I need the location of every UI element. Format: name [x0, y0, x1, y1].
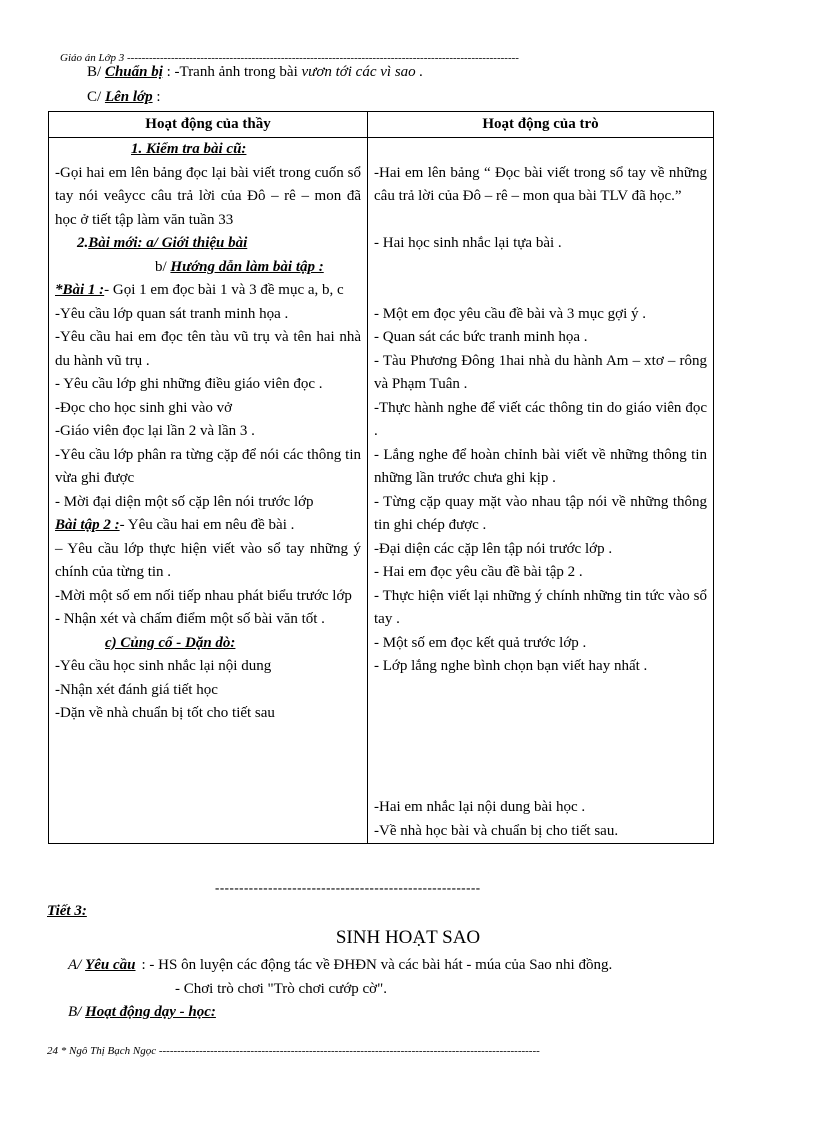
- page-footer: 24 * Ngô Thị Bạch Ngọc --------------------------------------------------------------------------------------------------------: [47, 1045, 540, 1057]
- exercise-1-label: *Bài 1 :: [55, 282, 105, 298]
- student-item: -Về nhà học bài và chuẩn bị cho tiết sau.: [374, 822, 619, 839]
- section-review-heading: c) Củng cố - Dặn dò:: [105, 634, 236, 651]
- student-item: -Hai em lên bảng “ Đọc bài viết trong sổ tay về những câu trả lời của Đô – rê – mon qua bài TLV đã học.”: [374, 164, 707, 204]
- preparation-label-prefix: B/: [87, 64, 105, 80]
- student-item: - Hai em đọc yêu cầu đề bài tập 2 .: [374, 564, 583, 580]
- requirements-line-2: - Chơi trò chơi "Trò chơi cướp cờ".: [175, 981, 387, 997]
- student-item: - Quan sát các bức tranh minh họa .: [374, 329, 588, 345]
- teacher-item: -Yêu cầu lớp quan sát tranh minh họa .: [55, 305, 289, 322]
- teacher-item: -Đọc cho học sinh ghi vào vở: [55, 399, 233, 416]
- teacher-item: -Dặn về nhà chuẩn bị tốt cho tiết sau: [55, 705, 275, 721]
- student-item: - Lớp lắng nghe bình chọn bạn viết hay nhất .: [374, 658, 648, 674]
- preparation-label: Chuẩn bị: [104, 64, 163, 80]
- student-item: -Thực hành nghe để viết các thông tin do giáo viên đọc .: [374, 399, 707, 439]
- table-body-row: [49, 138, 714, 844]
- teacher-item: -Giáo viên đọc lại lần 2 và lần 3 .: [55, 423, 255, 439]
- page-header: Giáo án Lớp 3 -----------------------------------------------------------------------------------------------------------: [60, 52, 519, 64]
- exercise-2-text: - Yêu cầu hai em nêu đề bài .: [119, 517, 295, 533]
- student-column: [368, 138, 714, 844]
- student-item: - Thực hiện viết lại những ý chính những tin tức vào sổ tay .: [374, 587, 707, 627]
- activity-label: Hoạt động dạy - học:: [85, 1004, 216, 1020]
- exercise-1-text: - Gọi 1 em đọc bài 1 và 3 đề mục a, b, c: [104, 282, 344, 298]
- section-separator: -------------------------------------------------------: [215, 880, 481, 895]
- page-title: SINH HOẠT SAO: [335, 927, 481, 948]
- preparation-text: : -Tranh ảnh trong bài: [162, 64, 302, 80]
- student-item: - Lắng nghe để hoàn chỉnh bài viết về những thông tin những lần trước chưa ghi kịp .: [374, 446, 707, 486]
- activities-table: [48, 111, 714, 844]
- teacher-item: - Nhận xét và chấm điểm một số bài văn tốt .: [55, 611, 325, 627]
- teacher-item: -Nhận xét đánh giá tiết học: [55, 681, 218, 698]
- requirements-label: Yêu cầu: [85, 957, 136, 973]
- teacher-item: – Yêu cầu lớp thực hiện viết vào sổ tay những ý chính của từng tin .: [55, 540, 361, 580]
- student-column-header: Hoạt động của trò: [368, 112, 714, 138]
- activity-line: [68, 1004, 216, 1021]
- teacher-column-header: Hoạt động của thầy: [49, 112, 368, 138]
- student-item: -Hai em nhắc lại nội dung bài học .: [374, 799, 586, 815]
- section-check-heading: 1. Kiểm tra bài cũ:: [131, 141, 247, 157]
- lesson-label: Lên lớp: [104, 89, 153, 105]
- requirements-label-prefix: A/: [68, 957, 86, 973]
- section-new-prefix: 2.: [77, 235, 89, 251]
- student-item: - Một số em đọc kết quả trước lớp .: [374, 634, 587, 651]
- student-item: - Từng cặp quay mặt vào nhau tập nói về những thông tin ghi chép được .: [374, 493, 707, 533]
- lesson-colon: :: [152, 89, 161, 105]
- teacher-item: -Yêu cầu lớp phân ra từng cặp để nói các thông tin vừa ghi được: [55, 446, 361, 486]
- preparation-title: vươn tới các vì sao .: [301, 64, 424, 80]
- section-new-heading: Bài mới: a/ Giới thiệu bài: [88, 235, 248, 251]
- exercise-2-label: Bài tập 2 :: [55, 517, 120, 533]
- requirements-text-1: : - HS ôn luyện các động tác về ĐHĐN và các bài hát - múa của Sao nhi đồng.: [141, 957, 613, 973]
- section-guide-prefix: b/: [155, 258, 171, 275]
- activity-label-prefix: B/: [68, 1004, 86, 1020]
- teacher-item: - Mời đại diện một số cặp lên nói trước lớp: [55, 493, 314, 510]
- student-item: -Đại diện các cặp lên tập nói trước lớp .: [374, 540, 613, 557]
- table-header-row: [49, 112, 714, 138]
- teacher-item: [55, 279, 361, 303]
- student-item: - Tàu Phương Đông 1hai nhà du hành Am – xtơ – rông và Phạm Tuân .: [374, 352, 707, 392]
- teacher-item: -Gọi hai em lên bảng đọc lại bài viết trong cuốn sổ tay nói veâycc câu trả lời của Đô – rê – mon đã học ở tiết tập làm văn tuần 33: [55, 164, 361, 228]
- teacher-item: -Yêu cầu học sinh nhắc lại nội dung: [55, 658, 272, 674]
- teacher-column: [49, 138, 368, 844]
- teacher-item: [55, 514, 361, 538]
- requirements-line-1: [68, 957, 612, 974]
- lesson-line: [87, 89, 161, 106]
- teacher-item: -Mời một số em nối tiếp nhau phát biểu trước lớp: [55, 587, 352, 604]
- preparation-line: [87, 64, 423, 81]
- student-item: - Hai học sinh nhắc lại tựa bài .: [374, 235, 562, 251]
- teacher-item: -Yêu cầu hai em đọc tên tàu vũ trụ và tên hai nhà du hành vũ trụ .: [55, 329, 361, 369]
- section-guide-heading: Hướng dẫn làm bài tập :: [170, 258, 324, 275]
- lesson-label-prefix: C/: [87, 89, 105, 105]
- period-heading: Tiết 3:: [47, 903, 87, 919]
- student-item: - Một em đọc yêu cầu đề bài và 3 mục gợi ý .: [374, 305, 647, 322]
- teacher-item: - Yêu cầu lớp ghi những điều giáo viên đọc .: [55, 376, 323, 392]
